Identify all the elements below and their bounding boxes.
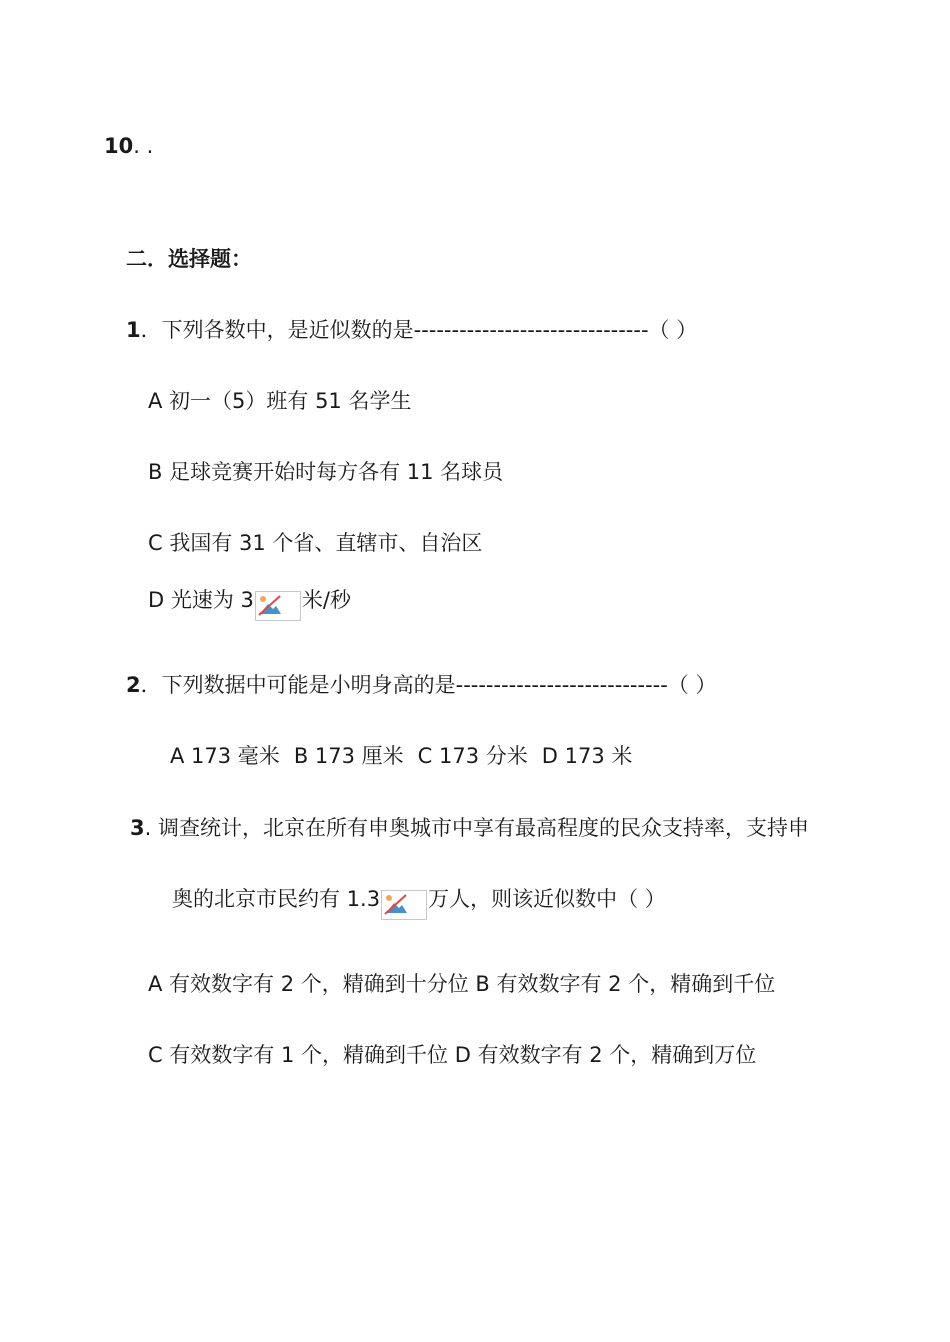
option-c: C 173 分米 (417, 744, 528, 768)
question-number: 3 (130, 816, 145, 840)
question-3-stem-line2 (172, 886, 666, 920)
question-text: . 调查统计，北京在所有申奥城市中享有最高程度的民众支持率，支持申 (144, 816, 809, 840)
option-d (148, 587, 351, 621)
option-d-unit: 米/秒 (301, 588, 351, 612)
question-10 (104, 133, 153, 159)
question-text: . . (133, 134, 154, 158)
option-d: D 173 米 (541, 744, 633, 768)
option-a: A 初一（5）班有 51 名学生 (148, 389, 412, 413)
question-3-stem (130, 815, 809, 841)
question-text: 万人，则该近似数中（ ） (428, 887, 666, 911)
option-a-b: A 有效数字有 2 个，精确到十分位 B 有效数字有 2 个，精确到千位 (148, 972, 776, 996)
section-heading: 二．选择题： (126, 247, 252, 271)
question-text: ．下列数据中可能是小明身高的是----------------------------（ ） (140, 673, 717, 697)
question-text: ．下列各数中，是近似数的是-------------------------------（ ） (140, 318, 698, 342)
option-d-text: D 光速为 3 (148, 588, 254, 612)
option-b: B 173 厘米 (293, 744, 404, 768)
question-number: 10 (104, 134, 134, 158)
question-number: 1 (126, 318, 141, 342)
question-number: 2 (126, 673, 141, 697)
question-text: 奥的北京市民约有 1.3 (172, 887, 381, 911)
question-2-stem (126, 672, 716, 698)
option-a: A 173 毫米 (170, 744, 280, 768)
question-2-options (170, 743, 646, 769)
question-1-stem (126, 317, 697, 343)
broken-image-icon (255, 591, 301, 621)
broken-image-icon (381, 890, 427, 920)
option-c: C 我国有 31 个省、直辖市、自治区 (148, 531, 483, 555)
option-c-d: C 有效数字有 1 个，精确到千位 D 有效数字有 2 个，精确到万位 (148, 1043, 757, 1067)
option-b: B 足球竞赛开始时每方各有 11 名球员 (148, 460, 504, 484)
